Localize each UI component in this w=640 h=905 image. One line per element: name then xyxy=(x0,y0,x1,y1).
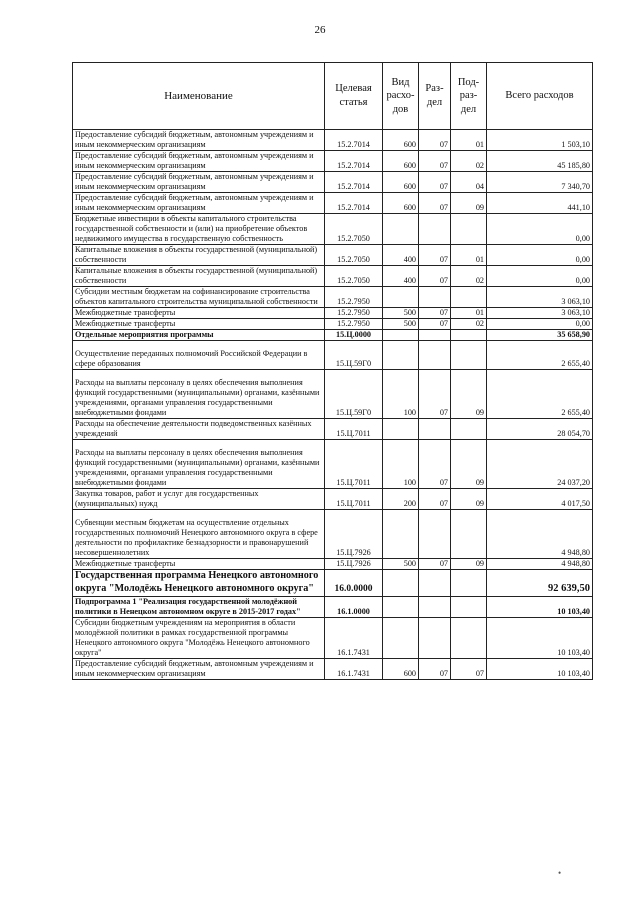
table-row xyxy=(73,489,593,510)
row-article: 15.2.7014 xyxy=(325,172,383,193)
row-article: 16.1.7431 xyxy=(325,658,383,679)
row-subsection xyxy=(451,287,487,308)
row-total: 3 063,10 xyxy=(487,287,593,308)
row-total: 10 103,40 xyxy=(487,617,593,658)
row-name: Межбюджетные трансферты xyxy=(73,319,325,330)
row-total: 7 340,70 xyxy=(487,172,593,193)
row-total: 10 103,40 xyxy=(487,658,593,679)
row-total: 1 503,10 xyxy=(487,130,593,151)
row-total: 28 054,70 xyxy=(487,419,593,440)
table-row xyxy=(73,245,593,266)
row-subsection xyxy=(451,570,487,597)
row-article: 15.Ц.7011 xyxy=(325,440,383,489)
row-section: 07 xyxy=(419,559,451,570)
row-expense-type: 400 xyxy=(383,266,419,287)
row-total: 0,00 xyxy=(487,214,593,245)
row-subsection: 02 xyxy=(451,266,487,287)
table-row xyxy=(73,151,593,172)
row-article: 16.0.0000 xyxy=(325,570,383,597)
row-subsection: 09 xyxy=(451,370,487,419)
row-subsection xyxy=(451,330,487,341)
table-body xyxy=(73,130,593,680)
row-name: Подпрограмма 1 "Реализация государственной молодёжной политики в Ненецком автономном округе в 2015-2017 годах" xyxy=(73,596,325,617)
table-row xyxy=(73,559,593,570)
table-row xyxy=(73,440,593,489)
header-total: Всего расходов xyxy=(487,63,593,130)
row-article: 15.Ц.7011 xyxy=(325,489,383,510)
row-section: 07 xyxy=(419,172,451,193)
row-total: 45 185,80 xyxy=(487,151,593,172)
row-expense-type xyxy=(383,330,419,341)
table-row xyxy=(73,419,593,440)
row-expense-type: 500 xyxy=(383,559,419,570)
row-section: 07 xyxy=(419,193,451,214)
row-total: 4 017,50 xyxy=(487,489,593,510)
row-total: 441,10 xyxy=(487,193,593,214)
table-row xyxy=(73,193,593,214)
row-section: 07 xyxy=(419,245,451,266)
row-name: Расходы на выплаты персоналу в целях обеспечения выполнения функций государственными (муниципальными) органами, казёнными учреждениями, органами управления государственными внебюджетными фондами xyxy=(73,440,325,489)
row-section xyxy=(419,287,451,308)
row-section xyxy=(419,214,451,245)
row-name: Расходы на обеспечение деятельности подведомственных казённых учреждений xyxy=(73,419,325,440)
row-section xyxy=(419,596,451,617)
row-name: Межбюджетные трансферты xyxy=(73,308,325,319)
row-name: Отдельные мероприятия программы xyxy=(73,330,325,341)
budget-table xyxy=(72,62,593,680)
corner-mark: • xyxy=(558,868,562,878)
table-row xyxy=(73,510,593,559)
row-name: Бюджетные инвестиции в объекты капитального строительства государственной собственности и (или) на приобретение объектов недвижимого имущества в государственную собственность xyxy=(73,214,325,245)
header-article: Целевая статья xyxy=(325,63,383,130)
table-row xyxy=(73,570,593,597)
row-total: 2 655,40 xyxy=(487,370,593,419)
row-name: Государственная программа Ненецкого автономного округа "Молодёжь Ненецкого автономного округа" xyxy=(73,570,325,597)
row-subsection: 01 xyxy=(451,130,487,151)
row-subsection: 07 xyxy=(451,658,487,679)
row-section: 07 xyxy=(419,266,451,287)
row-section xyxy=(419,330,451,341)
row-total: 2 655,40 xyxy=(487,341,593,370)
row-article: 16.1.0000 xyxy=(325,596,383,617)
row-section xyxy=(419,419,451,440)
row-article: 16.1.7431 xyxy=(325,617,383,658)
row-article: 15.2.7050 xyxy=(325,245,383,266)
table-row xyxy=(73,658,593,679)
row-name: Межбюджетные трансферты xyxy=(73,559,325,570)
table-row xyxy=(73,214,593,245)
row-article: 15.2.7950 xyxy=(325,319,383,330)
row-section: 07 xyxy=(419,658,451,679)
table-row xyxy=(73,172,593,193)
row-subsection: 09 xyxy=(451,489,487,510)
row-name: Предоставление субсидий бюджетным, автономным учреждениям и иным некоммерческим организациям xyxy=(73,172,325,193)
table-row xyxy=(73,287,593,308)
row-subsection: 01 xyxy=(451,245,487,266)
row-expense-type: 400 xyxy=(383,245,419,266)
row-expense-type: 100 xyxy=(383,440,419,489)
row-name: Субвенции местным бюджетам на осуществление отдельных государственных полномочий Ненецкого автономного округа в сфере деятельности по профилактике безнадзорности и правонарушений несовершеннолетних xyxy=(73,510,325,559)
header-subsection: Под-раз-дел xyxy=(451,63,487,130)
row-name: Предоставление субсидий бюджетным, автономным учреждениям и иным некоммерческим организациям xyxy=(73,193,325,214)
row-subsection: 02 xyxy=(451,151,487,172)
row-article: 15.2.7950 xyxy=(325,287,383,308)
row-total: 4 948,80 xyxy=(487,559,593,570)
row-name: Предоставление субсидий бюджетным, автономным учреждениям и иным некоммерческим организациям xyxy=(73,658,325,679)
row-expense-type xyxy=(383,617,419,658)
row-total: 92 639,50 xyxy=(487,570,593,597)
row-expense-type: 500 xyxy=(383,308,419,319)
row-name: Субсидии местным бюджетам на софинансирование строительства объектов капитального строительства муниципальной собственности xyxy=(73,287,325,308)
row-total: 35 658,90 xyxy=(487,330,593,341)
row-total: 4 948,80 xyxy=(487,510,593,559)
row-article: 15.Ц.7926 xyxy=(325,559,383,570)
row-section: 07 xyxy=(419,489,451,510)
row-total: 24 037,20 xyxy=(487,440,593,489)
row-expense-type xyxy=(383,510,419,559)
table-header-row xyxy=(73,63,593,130)
row-article: 15.2.7050 xyxy=(325,266,383,287)
row-expense-type: 600 xyxy=(383,130,419,151)
header-name: Наименование xyxy=(73,63,325,130)
row-expense-type xyxy=(383,570,419,597)
table-row xyxy=(73,617,593,658)
row-section: 07 xyxy=(419,130,451,151)
row-expense-type: 600 xyxy=(383,658,419,679)
row-article: 15.2.7050 xyxy=(325,214,383,245)
table-row xyxy=(73,596,593,617)
table-row xyxy=(73,370,593,419)
row-name: Капитальные вложения в объекты государственной (муниципальной) собственности xyxy=(73,245,325,266)
row-expense-type xyxy=(383,596,419,617)
row-article: 15.Ц.7011 xyxy=(325,419,383,440)
row-article: 15.2.7014 xyxy=(325,130,383,151)
row-subsection: 09 xyxy=(451,193,487,214)
row-subsection: 09 xyxy=(451,440,487,489)
row-section: 07 xyxy=(419,151,451,172)
row-expense-type xyxy=(383,287,419,308)
row-total: 10 103,40 xyxy=(487,596,593,617)
table-row xyxy=(73,319,593,330)
table-row xyxy=(73,130,593,151)
row-subsection xyxy=(451,341,487,370)
row-section: 07 xyxy=(419,308,451,319)
row-article: 15.2.7950 xyxy=(325,308,383,319)
row-name: Субсидии бюджетным учреждениям на мероприятия в области молодёжной политики в рамках государственной программы Ненецкого автономного округа "Молодёжь Ненецкого автономного округа" xyxy=(73,617,325,658)
row-name: Капитальные вложения в объекты государственной (муниципальной) собственности xyxy=(73,266,325,287)
row-total: 0,00 xyxy=(487,266,593,287)
row-expense-type: 600 xyxy=(383,172,419,193)
header-section: Раз-дел xyxy=(419,63,451,130)
row-name: Закупка товаров, работ и услуг для государственных (муниципальных) нужд xyxy=(73,489,325,510)
row-expense-type: 600 xyxy=(383,193,419,214)
row-expense-type: 100 xyxy=(383,370,419,419)
row-section xyxy=(419,570,451,597)
row-section xyxy=(419,341,451,370)
table-row xyxy=(73,308,593,319)
row-article: 15.Ц.59Г0 xyxy=(325,341,383,370)
row-name: Предоставление субсидий бюджетным, автономным учреждениям и иным некоммерческим организациям xyxy=(73,151,325,172)
page-number: 26 xyxy=(314,24,326,36)
row-subsection: 04 xyxy=(451,172,487,193)
row-section xyxy=(419,510,451,559)
row-subsection xyxy=(451,419,487,440)
row-expense-type xyxy=(383,419,419,440)
row-expense-type xyxy=(383,214,419,245)
row-subsection: 01 xyxy=(451,308,487,319)
row-expense-type: 600 xyxy=(383,151,419,172)
row-expense-type: 500 xyxy=(383,319,419,330)
table-row xyxy=(73,266,593,287)
table-row xyxy=(73,330,593,341)
row-subsection: 09 xyxy=(451,559,487,570)
row-section: 07 xyxy=(419,370,451,419)
row-article: 15.2.7014 xyxy=(325,193,383,214)
row-name: Расходы на выплаты персоналу в целях обеспечения выполнения функций государственными (муниципальными) органами, казёнными учреждениями, органами управления государственными внебюджетными фондами xyxy=(73,370,325,419)
row-section: 07 xyxy=(419,319,451,330)
row-subsection xyxy=(451,617,487,658)
row-article: 15.Ц.59Г0 xyxy=(325,370,383,419)
row-total: 3 063,10 xyxy=(487,308,593,319)
row-article: 15.2.7014 xyxy=(325,151,383,172)
row-subsection xyxy=(451,510,487,559)
row-section xyxy=(419,617,451,658)
table-row xyxy=(73,341,593,370)
row-total: 0,00 xyxy=(487,319,593,330)
row-expense-type xyxy=(383,341,419,370)
header-expense-type: Вид расхо-дов xyxy=(383,63,419,130)
row-subsection xyxy=(451,596,487,617)
row-total: 0,00 xyxy=(487,245,593,266)
row-name: Предоставление субсидий бюджетным, автономным учреждениям и иным некоммерческим организациям xyxy=(73,130,325,151)
row-section: 07 xyxy=(419,440,451,489)
row-name: Осуществление переданных полномочий Российской Федерации в сфере образования xyxy=(73,341,325,370)
row-subsection: 02 xyxy=(451,319,487,330)
row-expense-type: 200 xyxy=(383,489,419,510)
row-article: 15.Ц.0000 xyxy=(325,330,383,341)
row-subsection xyxy=(451,214,487,245)
row-article: 15.Ц.7926 xyxy=(325,510,383,559)
